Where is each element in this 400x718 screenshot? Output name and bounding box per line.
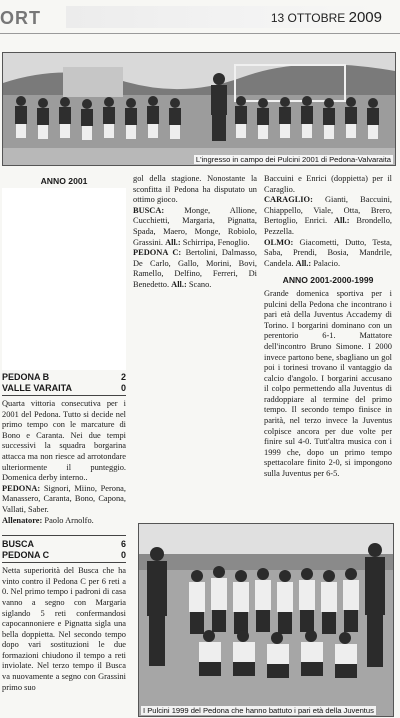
column-1 [2, 176, 126, 187]
col2-intro: gol della stagione. Nonostante la sconfitta il Pedona ha disputato un ottimo gioco. [133, 174, 257, 205]
score-home-2: 6 [120, 539, 126, 550]
coach-paragraph [2, 516, 126, 527]
olmo-label: OLMO: [264, 237, 294, 247]
team-away-2: PEDONA C [2, 550, 50, 561]
issue-date-day-month: 13 OTTOBRE [270, 11, 346, 25]
olmo-coach: Palacio. [311, 258, 341, 268]
top-team-photo-image [3, 53, 395, 165]
busca-coach-label: All.: [165, 237, 181, 247]
score-line-home-2 [2, 539, 126, 550]
olmo-players: Giacometti, Dutto, Testa, Saba, Prendi, Bosia, Mandrile, Candela. [264, 237, 392, 268]
team-home: PEDONA B [2, 372, 50, 382]
top-photo-caption: L'ingresso in campo dei Pulcini 2001 di Pedona-Valvaraita [195, 155, 391, 164]
pedona-players: Bertolini, Dalmasso, De Carlo, Gallo, Morini, Bovi, Ramello, Delfino, Ferreri, Di Benedetto. [133, 248, 257, 289]
column-1-body [2, 372, 126, 693]
masthead-rule [0, 33, 400, 34]
issue-date-year: 2009 [348, 9, 382, 26]
score-line-away-2 [2, 550, 126, 561]
coach-name: Paolo Arnolfo. [42, 515, 94, 525]
olmo-coach-label: All.: [295, 258, 312, 268]
lineup-label: PEDONA: [2, 483, 41, 493]
caraglio-players: Gianti, Baccuini, Chiappello, Viale, Otta, Brero, Bertoglio, Enrici. [264, 195, 392, 226]
caraglio-coach-label: All.: [333, 216, 350, 226]
masthead [0, 0, 400, 36]
pedona-coach: Scano. [186, 279, 212, 289]
busca-label: BUSCA: [133, 205, 165, 215]
match-report-2: Netta superiorità del Busca che ha vinto contro il Pedona C per 6 reti a 0. Nel primo tempo i padroni di casa vanno a segno con Margaria siglando 5 reti confermandosi capocannoniere e Pignatta sigla una bella doppietta. Nel secondo tempo dopo vari sostituzioni le due formazioni chiudono il tempo a reti inviolate. Nel terzo tempo il Busca va nuovamente a segno con Grassini primo suo [2, 566, 126, 692]
score-home: 2 [120, 372, 126, 382]
coach-label: Allenatore: [2, 515, 43, 525]
pedona-label: PEDONA C: [133, 248, 182, 258]
top-team-photo [2, 52, 396, 166]
score-line-away [2, 383, 126, 394]
bottom-team-photo-image [139, 524, 393, 716]
score-separator [2, 395, 126, 396]
pedona-coach-label: All.: [171, 279, 187, 289]
score-away: 0 [120, 383, 126, 393]
lineup-players: Signori, Miino, Perona, Manassero, Caranta, Bono, Capona, Vallati, Saber. [2, 483, 126, 514]
score-separator-2 [2, 535, 126, 536]
bottom-photo-caption: I Pulcini 1999 del Pedona che hanno battuto i pari età della Juventus [143, 706, 374, 715]
col3-report: Grande domenica sportiva per i pulcini della Pedona che incontrano i pari età della Juventus Accademy di Torino. I borgarini dominano con un perentorio 6-1. Mattatore dell'incontro Bruno Simone. I 2000 invece partono bene, sbagliano un gol poi i torinesi trovano il vantaggio da calcio d'angolo. I borgarini accusano il colpo permettendo alla Juventus di raddoppiare al termine del primo tempo. Il secondo tempo finisce in parità, nel terzo invece la Juventus colpisce ancora per due volte per finire sul 4-0. Tutt'altra musica con i 1999 che, dopo un primo tempo spettacolare finito 2-0, si impongono sulla Juventus per 6-5. [264, 288, 392, 479]
col3-intro: Baccuini e Enrici (doppietta) per il Caraglio. [264, 174, 392, 194]
match-report: Quarta vittoria consecutiva per i 2001 del Pedona. Tutto si decide nel primo tempo con le marcature di Bono e Caranta. Nei due tempi successivi la squadra borgarina attacca ma non riesce ad arrotondare ulteriormente il punteggio. Domenica derby interno.. [2, 399, 126, 483]
score-line-home [2, 372, 126, 383]
pedona-lineup-paragraph [133, 248, 257, 290]
busca-lineup-paragraph [133, 206, 257, 248]
bottom-team-photo [138, 523, 394, 717]
score-away-2: 0 [120, 550, 126, 561]
heading-anno-2001-2000-1999: ANNO 2001-2000-1999 [282, 275, 374, 286]
team-away: VALLE VARAITA [2, 383, 72, 393]
caraglio-label: CARAGLIO: [264, 195, 313, 205]
column-3 [264, 174, 392, 480]
issue-date [271, 9, 382, 26]
lineup-paragraph [2, 484, 126, 516]
left-blank-area [2, 188, 126, 370]
team-home-2: BUSCA [2, 539, 35, 550]
busca-players: Monge, Allione, Cucchietti, Margaria, Pignatta, Spada, Maero, Monge, Robiolo, Grassini. [133, 205, 257, 247]
heading-anno-2001: ANNO 2001 [40, 176, 88, 186]
busca-coach: Schirripa, Fenoglio. [180, 237, 250, 247]
caraglio-coach: Brondello, Pezzella. [264, 216, 392, 236]
column-2 [133, 174, 257, 291]
olmo-lineup-paragraph [264, 238, 392, 270]
score-separator-3 [2, 562, 126, 563]
caraglio-lineup-paragraph [264, 195, 392, 237]
section-title: ORT [0, 8, 41, 28]
